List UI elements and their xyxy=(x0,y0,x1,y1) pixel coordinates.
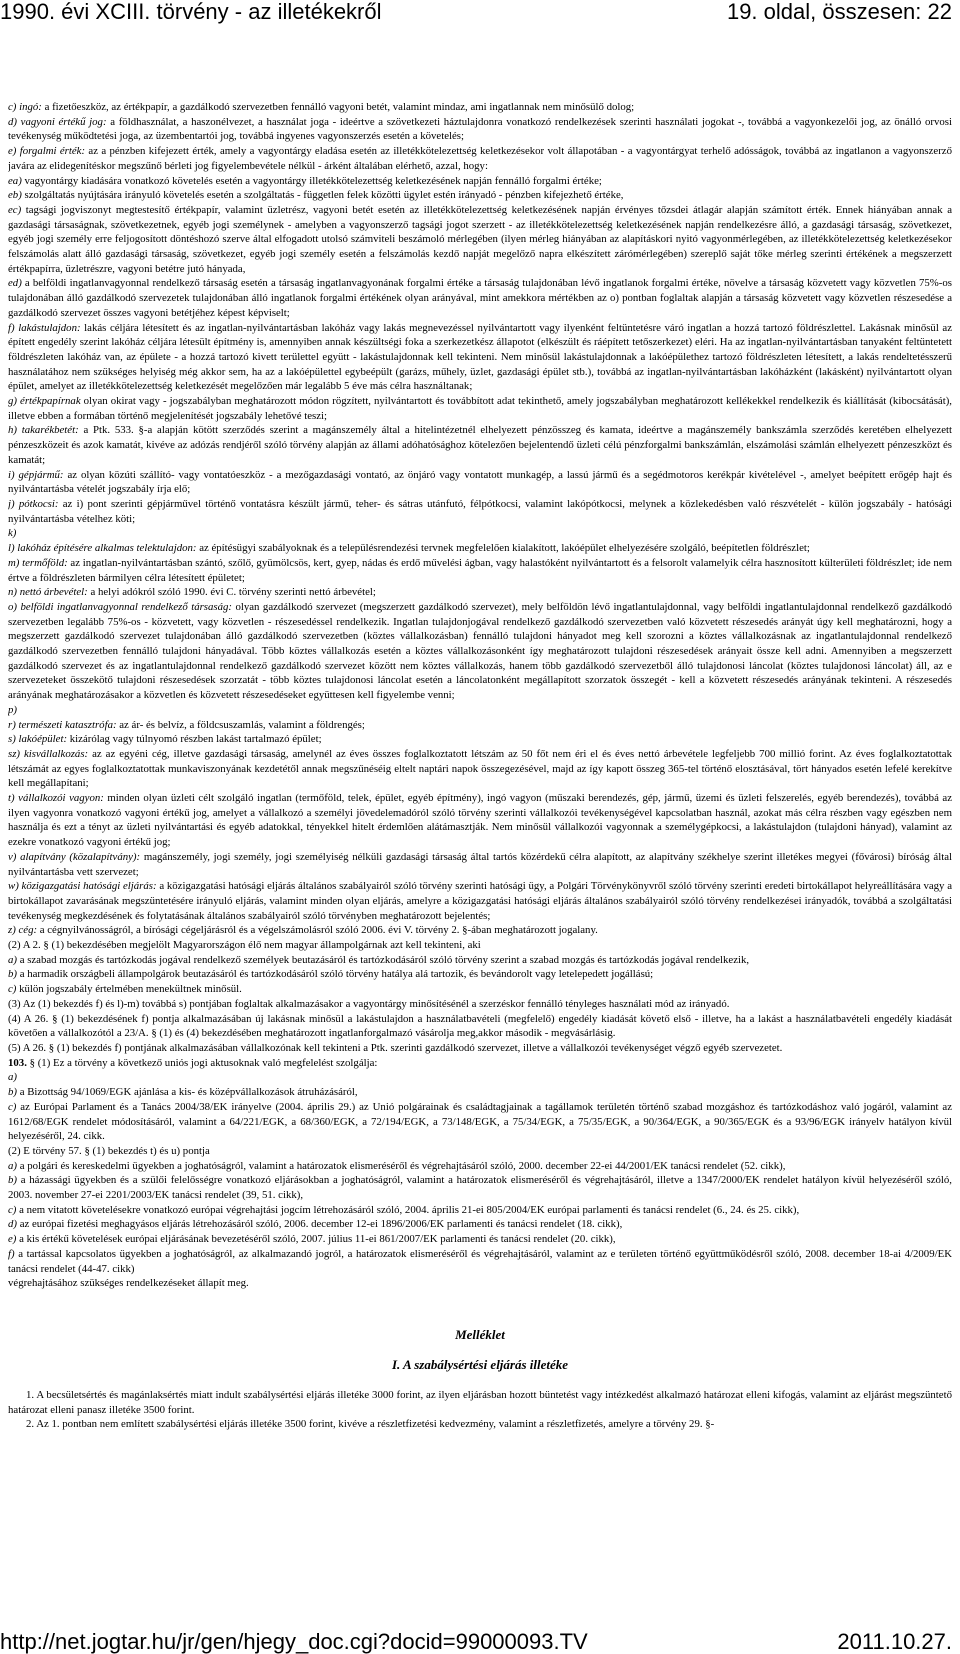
source-url[interactable]: http://net.jogtar.hu/jr/gen/hjegy_doc.cgi?docid=99000093.TV xyxy=(0,1629,588,1654)
paragraph xyxy=(8,600,952,703)
paragraph-label: p) xyxy=(8,703,17,716)
paragraph-text: az Európai Parlament és a Tanács 2004/38/EK irányelve (2004. április 29.) az Unió polgárainak és családtagjainak a tagállamok területén történő szabad mozgáshoz és tartózkodáshoz való jogáról, valamint az 1612/68/EGK rendelet módosításáról, valamint a 64/221/EGK, a 68/360/EGK, a 72/194/EGK, a 73/148/EGK, a 75/34/EGK, a 75/35/EGK, a 90/364/EGK, a 90/365/EGK és a 93/96/EGK irányelv hatályon kívül helyezéséről, 24. cikk. xyxy=(8,1100,952,1143)
paragraph-text: vagyontárgy kiadására vonatkozó követelés esetén a vagyontárgy illetékkötelezettség keletkezésének napján fennálló forgalmi értéke; xyxy=(21,174,602,187)
paragraph-label: d) vagyoni értékű jog: xyxy=(8,115,107,128)
paragraph xyxy=(8,174,952,189)
paragraph-label: o) belföldi ingatlanvagyonnal rendelkező társaság: xyxy=(8,600,232,613)
paragraph xyxy=(8,115,952,144)
paragraph-text: § (1) Ez a törvény a következő uniós jogi aktusoknak való megfelelést szolgálja: xyxy=(26,1056,378,1069)
annex-item: 1. A becsületsértés és magánlaksértés miatt indult szabálysértési eljárás illetéke 3000 forint, az ilyen eljárásban hozott büntetést vagy intézkedést alkalmazó határozat elleni kifogás, valamint az eljárást megszüntető határozat elleni panasz illetéke 3500 forint. xyxy=(8,1389,952,1416)
paragraph xyxy=(8,556,952,585)
paragraph xyxy=(8,1173,952,1202)
paragraph-label: t) vállalkozói vagyon: xyxy=(8,792,104,805)
paragraph xyxy=(8,997,952,1012)
paragraph-text: (2) E törvény 57. § (1) bekezdés t) és u) pontja xyxy=(8,1144,210,1157)
paragraph xyxy=(8,468,952,497)
paragraph-label: m) termőföld: xyxy=(8,556,68,569)
paragraph-label: j) pótkocsi: xyxy=(8,497,59,510)
paragraph xyxy=(8,276,952,320)
paragraph xyxy=(8,703,952,718)
paragraph-text: a földhasználat, a haszonélvezet, a használat joga - ideértve a szövetkezeti háztulajdonra vonatkozó rendelkezések szerinti használati jogokat -, továbbá a vagyonkezelői jog, az önálló orvosi tevékenység működtetési joga, az üzembentartói jog, továbbá ingyenes vagyonszerzés esetén a követelés; xyxy=(8,115,952,143)
paragraph-label: b) xyxy=(8,1174,17,1187)
paragraph xyxy=(8,585,952,600)
paragraph-text: a fizetőeszköz, az értékpapír, a gazdálkodó szervezetben fennálló vagyoni betét, valamint mindaz, ami ingatlannak nem minősülő dolog; xyxy=(41,101,635,113)
paragraph-text: az olyan közúti szállító- vagy vontatóeszköz - a mezőgazdasági vontató, az önjáró vagy vontatott munkagép, a lassú jármű és a segédmotoros kerékpár kivételével -, amelyet beépített erőgép hajt és nyilvántartásba vételét jogszabály írja elő; xyxy=(8,468,952,496)
annex-subtitle: I. A szabálysértési eljárás illetéke xyxy=(391,1357,569,1372)
paragraph-text: az az egyéni cég, illetve gazdasági társaság, amelynél az éves összes foglalkoztatott létszám az 50 főt nem éri el és éves nettó árbevétele legfeljebb 700 millió forint. Az éves foglalkoztatottak létszámát az egyes foglalkoztatottak munkaviszonyának kezdetétől annak megszűnéséig eltelt naptári napok összegezésével, majd az így kapott összeg 365-tel történő elosztásával, tört hányados esetén lefelé kerekítve kell megállapítani; xyxy=(8,747,952,790)
paragraph-text: a kis értékű követelések európai eljárásának bevezetéséről szóló, 2007. július 11-ei 861/2007/EK parlamenti és tanácsi rendelet (20. cikk), xyxy=(16,1233,616,1246)
paragraph-text: a közigazgatási hatósági eljárás általános szabályairól szóló törvény szerinti hatósági ügy, a Polgári Törvénykönyvről szóló törvény szerinti eredeti birtokállapot helyreállítására vagy a birtokállapot zavarásának megszüntetésére irányuló eljárás, valamint minden olyan eljárás, amelyre a közigazgatási hatósági eljárás általános szabályairól szóló törvény rendelkezései irányadók, továbbá a szolgáltatási tevékenység megkezdésének és folytatásának általános szabályairól szóló törvényben meghatározott bejelentés; xyxy=(8,880,952,922)
paragraph xyxy=(8,1144,952,1159)
annex-item: 2. Az 1. pontban nem említett szabálysértési eljárás illetéke 3500 forint, kivéve a részletfizetési kedvezmény, valamint a részletfizetés, amelyre a törvény 29. §- xyxy=(26,1418,715,1431)
paragraph xyxy=(8,1276,952,1291)
paragraph-text: tagsági jogviszonyt megtestesítő értékpapír, valamint üzletrész, vagyoni betét esetén az illetékkötelezettség keletkezésének napján érvényes tőzsdei átlagár alapján számított érték. Ennek hiányában annak a gazdasági társaságnak, szövetkezetnek, egyéb jogi személynek - amelyben a vagyonszerző tagsági jogot szerzett - az illetékkötelezettség keletkezésének napján rendelkezésre álló, a gazdasági társaság, szövetkezet, egyéb jogi személy erre feljogosított döntéshozó szerve által elfogadott utolsó számviteli beszámoló mérlegében (ilyen mérleg hiányában az alapításkori nyitó vagyonmérlegében, az illetékkötelezettség keletkezésekor felszámolás alatt álló gazdasági társaság, szövetkezet, egyéb jogi személy esetén a felszámolás kezdő napját megelőző napra elkészített zárómérlegében) szereplő saját tőke mérleg szerinti értékének a megszerzett értékpapírra, üzletrészre, vagyoni betétre jutó hányada, xyxy=(8,203,952,275)
paragraph-text: az a pénzben kifejezett érték, amely a vagyontárgy eladása esetén az illetékkötelezettség keletkezésekor volt állapotában - a vagyontárgyat terhelő adósságok, továbbá az ingatlanon a vagyonszerző javára az elidegenítéskor megszűnő bérleti jog figyelembevétele nélkül - árként általában elérhető, azzal, hogy: xyxy=(8,145,952,172)
paragraph-label: ec) xyxy=(8,203,22,216)
paragraph xyxy=(8,850,952,879)
document-body xyxy=(8,100,952,1520)
paragraph-label: w) közigazgatási hatósági eljárás: xyxy=(8,880,157,893)
paragraph-label: ea) xyxy=(8,174,22,187)
paragraph-label: ed) xyxy=(8,277,22,290)
paragraph-label: eb) xyxy=(8,189,22,202)
paragraph xyxy=(8,321,952,395)
paragraph xyxy=(8,1070,952,1085)
paragraph-label: e) forgalmi érték: xyxy=(8,145,86,158)
paragraph xyxy=(8,791,952,850)
paragraph xyxy=(8,1159,952,1174)
annex-title: Melléklet xyxy=(455,1327,505,1342)
paragraph-text: a tartással kapcsolatos ügyekben a joghatóságról, az alkalmazandó jogról, a határozatok elismeréséről és végrehajtásáról, valamint az e területen történő együttműködésről szóló, 2008. december 18-ai 4/2009/EK tanácsi rendelet (44-47. cikk) xyxy=(8,1247,952,1275)
paragraph-text: az ár- és belvíz, a földcsuszamlás, valamint a földrengés; xyxy=(116,718,365,731)
paragraph-label: a) xyxy=(8,1159,17,1172)
paragraph-text: kizárólag vagy túlnyomó részben lakást tartalmazó épület; xyxy=(67,733,322,746)
paragraph-text: a Bizottság 94/1069/EGK ajánlása a kis- és középvállalkozások átruházásáról, xyxy=(17,1086,358,1099)
paragraph xyxy=(8,497,952,526)
paragraph-text: olyan gazdálkodó szervezet (megszerzett gazdálkodó szervezet), mely belföldön lévő ingatlantulajdonnal, vagy belföldi ingatlantulajdonnal rendelkező gazdálkodó szervezetben legalább 75%-os - közvetett, vagy közvetlen - részesedéssel rendelkezik. Ingatlan tulajdonjogával rendelkező gazdálkodó szervezetben való közvetett részesedés arányát úgy kell meghatározni, hogy a megszerzett gazdálkodó szervezet tulajdonában álló gazdálkodó szervezetben (köztes vállalkozásban) fennálló tulajdoni hányadot meg kell szorozni a köztes vállalkozásnak az ingatlantulajdonnal rendelkező gazdálkodó szervezetben fennálló tulajdoni hányadával. Több köztes vállalkozás esetén a köztes vállalkozásonként így meghatározott tulajdoni részesedések arányait össze kell adni. Amennyiben a megszerzett gazdálkodó szervezet és az ingatlantulajdonnal rendelkező gazdálkodó szervezet között nem köztes vállalkozás, hanem több gazdálkodó szervezetből álló tulajdonosi láncolat (köztes tulajdonosi láncolat) áll, az e szervezeteket összekötő tulajdoni részesedések szorzatát - több köztes tulajdonosi láncolat esetén a láncolatonként megállapított szorzatok összegét - kell a közvetett részesedés arányának tekinteni. A részesedés arányának meghatározásakor a közvetlen és közvetett részesedéseket együttesen kell figyelembe venni; xyxy=(8,600,952,702)
paragraph-label: c) ingó: xyxy=(8,101,42,113)
paragraph xyxy=(8,1100,952,1144)
paragraph xyxy=(8,967,952,982)
paragraph-label: b) xyxy=(8,1086,17,1099)
paragraph xyxy=(8,423,952,467)
paragraph xyxy=(8,526,952,541)
paragraph-label: g) értékpapírnak xyxy=(8,395,81,408)
paragraph xyxy=(8,718,952,733)
paragraph xyxy=(8,982,952,997)
paragraph xyxy=(8,1056,952,1071)
paragraph-label: f) xyxy=(8,1247,15,1260)
paragraph-text: a cégnyilvánosságról, a bírósági cégeljárásról és a végelszámolásról szóló 2006. évi V. törvény 2. §-ában meghatározott jogalany. xyxy=(37,924,598,937)
paragraph-label: a) xyxy=(8,1071,17,1084)
paragraph-text: a házassági ügyekben és a szülői felelősségre vonatkozó eljárásokban a joghatóságról, valamint a határozatok elismeréséről és végrehajtásáról, illetve a 1347/2000/EK rendelet hatályon kívül helyezéséről szóló, 2003. november 27-ei 2201/2003/EK tanácsi rendelet (39, 51. cikk), xyxy=(8,1174,952,1202)
paragraph-label: h) takarékbetét: xyxy=(8,424,79,437)
paragraph-label: l) lakóház építésére alkalmas telektulajdon: xyxy=(8,542,197,555)
paragraph xyxy=(8,938,952,953)
document-title: 1990. évi XCIII. törvény - az illetékekről xyxy=(0,0,382,24)
paragraph-text: magánszemély, jogi személy, jogi személyiség nélküli gazdasági társaság által tartós közérdekű célra alapított, az alapítvány székhelye szerint illetékes megyei (fővárosi) bíróság által nyilvántartásba vett szervezet; xyxy=(8,850,952,878)
paragraph-text: végrehajtásához szükséges rendelkezéseket állapít meg. xyxy=(8,1277,249,1290)
paragraph-text: a nem vitatott követelésekre vonatkozó európai végrehajtási jogcím létrehozásáról szóló, 2004. április 21-ei 805/2004/EK európai parlamenti és tanácsi rendelet (6., 24. és 25. cikk), xyxy=(16,1203,800,1216)
paragraph-text: az ingatlan-nyilvántartásban szántó, szőlő, gyümölcsös, kert, gyep, nádas és erdő művelési ágban, vagy halastóként nyilvántartott és a felsorolt valamelyik célra hasznosított külterületi földrészlet; ide nem értve a földrészleten bármilyen célra létesített épületet; xyxy=(8,556,952,584)
paragraph-label: i) gépjármű: xyxy=(8,468,64,481)
paragraph-text: a polgári és kereskedelmi ügyekben a joghatóságról, valamint a határozatok elismeréséről és végrehajtásáról szóló, 2000. december 22-ei 44/2001/EK tanácsi rendelet (52. cikk), xyxy=(17,1159,786,1172)
paragraph-label: sz) kisvállalkozás: xyxy=(8,747,89,760)
paragraph-label: s) lakóépület: xyxy=(8,733,68,746)
annex-items xyxy=(8,1388,952,1432)
paragraph xyxy=(8,879,952,923)
paragraph-text: minden olyan üzleti célt szolgáló ingatlan (termőföld, telek, épület, egyéb építmény), ingó vagyon (műszaki berendezés, gép, jármű, üzemi és üzleti felszerelés, egyéb berendezés), továbbá az ilyen vagyonra vonatkozó vagyoni értékű jog, amelyet a vállalkozó a személyi jövedelemadóról szóló törvény szerinti vállalkozói tevékenységével kapcsolatban használ, azokat más célra részben vagy egészben nem használja és ezt a tényt az üzleti nyilvántartási és egyéb adatokkal, tényekkel hitelt érdemlően alátámasztják. Nem minősül vállalkozói vagyonnak a személygépkocsi, a lakástulajdon (tulajdoni hányad), valamint az ezekre vonatkozó vagyoni értékű jog; xyxy=(8,792,952,849)
paragraph xyxy=(8,732,952,747)
paragraph-label: e) xyxy=(8,1233,17,1246)
paragraph-label: k) xyxy=(8,527,17,540)
paragraph-text: a Ptk. 533. §-a alapján kötött szerződés szerint a magánszemély által a hitelintézetnél elhelyezett pénzösszeg és kamata, ideértve a magánszemély bankszámla szerződés keretében elhelyezett pénzeszközeit és azok kamatát, kivéve az adózás rendjéről szóló törvény alapján az állami adóhatósághoz kötelezően bejelentendő üzleti célú pénzforgalmi bankszámlán, elszámolási számlán elhelyezett pénzeszközt és kamatát; xyxy=(8,424,952,466)
paragraph-text: (3) Az (1) bekezdés f) és l)-m) továbbá s) pontjában foglaltak alkalmazásakor a vagyontárgy minősítésénél a szerzéskor fennálló tényleges használati mód az irányadó. xyxy=(8,997,730,1010)
page-header xyxy=(0,0,960,30)
paragraph-text: a harmadik országbeli állampolgárok beutazásáról és tartózkodásáról szóló törvény hatálya alá tartozik, és bevándorolt vagy letelepedett jogállású; xyxy=(17,968,654,981)
paragraph-text: az i) pont szerinti gépjárművel történő vontatásra készült jármű, teher- és sátras utánfutó, félpótkocsi, valamint lakópótkocsi, melynek a közlekedésben való részvételét - külön jogszabály - hatósági nyilvántartásba vételhez köti; xyxy=(8,497,952,525)
page-counter: 19. oldal, összesen: 22 xyxy=(726,0,952,24)
paragraph xyxy=(8,1041,952,1056)
paragraph-label: f) lakástulajdon: xyxy=(8,321,81,334)
paragraph-label: 103. xyxy=(8,1056,27,1069)
paragraph-text: az európai fizetési meghagyásos eljárás létrehozásáról szóló, 2006. december 12-ei 1896/2006/EK parlamenti és tanácsi rendelet (18. cikk), xyxy=(17,1218,623,1231)
paragraph xyxy=(8,1247,952,1276)
paragraph xyxy=(8,1217,952,1232)
paragraph-label: c) xyxy=(8,983,17,996)
paragraph-text: (4) A 26. § (1) bekezdésének f) pontja alkalmazásában új lakásnak minősül a lakástulajdon a használatbavételi (megfelelő) engedély kiadását követő első - illetve, ha a lakást a használatbavételi engedély kiadását követően a vállalkozótól a 23/A. § (1) és (4) bekezdésében meghatározott ingatlanforgalmazó vásárolja meg,akkor második - megvásárlásig. xyxy=(8,1012,952,1040)
paragraph-label: z) cég: xyxy=(8,924,38,937)
paragraph-text: a belföldi ingatlanvagyonnal rendelkező társaság esetén a társaság ingatlanvagyonának forgalmi értéke a társaság tulajdonában lévő ingatlanok forgalmi értéke, növelve a társaság közvetett vagy közvetlen 75%-os tulajdonában álló gazdálkodó szervezetek tulajdonában álló ingatlanok forgalmi értékének olyan arányával, mint amekkora mértékben az o) pontban foglaltak alapján a társaság közvetett vagy közvetlen részesedése a gazdálkodó szervezet összes vagyoni betétjéhez képest képviselt; xyxy=(8,277,952,319)
paragraph xyxy=(8,1085,952,1100)
paragraph xyxy=(8,394,952,423)
paragraph xyxy=(8,188,952,203)
page-footer xyxy=(0,1628,960,1654)
paragraph-label: b) xyxy=(8,968,17,981)
paragraph-label: c) xyxy=(8,1203,17,1216)
paragraph-label: v) alapítvány (közalapítvány): xyxy=(8,850,141,863)
paragraph-text: olyan okirat vagy - jogszabályban meghatározott módon rögzített, nyilvántartott és továbbított adat tekinthető, amely jogszabályban meghatározott kellékekkel rendelkezik és kiállítását (kibocsátását), illetve ebben a formában történő megjelenítését jogszabály lehetővé teszi; xyxy=(8,395,952,422)
paragraph-text: szolgáltatás nyújtására irányuló követelés esetén a szolgáltatás - független felek közötti ügylet estén irányadó - pénzben kifejezhető értéke, xyxy=(21,189,624,202)
paragraph xyxy=(8,144,952,173)
paragraph xyxy=(8,747,952,791)
paragraph-label: n) nettó árbevétel: xyxy=(8,586,88,599)
paragraph xyxy=(8,100,952,115)
paragraph-label: c) xyxy=(8,1100,17,1113)
paragraph xyxy=(8,203,952,277)
paragraph-text: külön jogszabály értelmében menekültnek minősül. xyxy=(16,983,242,996)
paragraph xyxy=(8,1232,952,1247)
paragraph-text: a helyi adókról szóló 1990. évi C. törvény szerinti nettó árbevétel; xyxy=(87,586,376,599)
print-date: 2011.10.27. xyxy=(837,1629,952,1654)
paragraph xyxy=(8,541,952,556)
paragraph xyxy=(8,1012,952,1041)
paragraph-text: (2) A 2. § (1) bekezdésében megjelölt Magyarországon élő nem magyar állampolgárnak azt kell tekinteni, aki xyxy=(8,939,481,952)
paragraph-text: (5) A 26. § (1) bekezdés f) pontjának alkalmazásában vállalkozónak kell tekinteni a Ptk. szerinti gazdálkodó szervezet, illetve a vállalkozói tevékenységet végző egyéb szervezetet. xyxy=(8,1042,783,1054)
paragraph-label: a) xyxy=(8,953,17,966)
paragraph-text: a szabad mozgás és tartózkodás jogával rendelkező személyek beutazásáról és tartózkodásáról szóló törvény szerint a szabad mozgás és tartózkodás jogával rendelkezik, xyxy=(17,953,750,966)
paragraph xyxy=(8,923,952,938)
paragraph-text: lakás céljára létesített és az ingatlan-nyilvántartásban lakóház vagy lakás megnevezéssel nyilvántartott vagy ilyenként feltüntetésre váró ingatlan a hozzá tartozó földrészlettel. Lakásnak minősül az épített engedély szerint lakóház céljára létesült építmény is, amennyiben annak készültségi foka a szerkezetkész állapotot (elkészült és ráépített tetőszerkezet) eléri. Ha az ingatlan-nyilvántartásban tanyaként feltüntetett földrészleten lakóház van, az épülete - a hozzá tartozó kivett területtel együtt - lakástulajdonnak kell tekinteni. Nem minősül lakástulajdonnak a lakóépülethez tartozó földrészleten létesített, a lakás rendeltetésszerű használatához nem szükséges helyiség még akkor sem, ha az a lakóépülettel egybeépült (garázs, műhely, üzlet, gazdasági épület stb.), továbbá az ingatlan-nyilvántartásban lakóházként (lakásként) nyilvántartott olyan épület, amelyet az illetékkötelezettség keletkezését megelőzően már legalább 5 éve más célra használtanak; xyxy=(8,321,952,393)
paragraph-text: az építésügyi szabályoknak és a településrendezési tervnek megfelelően kialakított, lakóépület elhelyezésére szolgáló, beépítetlen földrészlet; xyxy=(196,542,810,555)
paragraph xyxy=(8,953,952,968)
paragraph-label: d) xyxy=(8,1218,17,1231)
paragraph-label: r) természeti katasztrófa: xyxy=(8,718,117,731)
paragraph xyxy=(8,1203,952,1218)
